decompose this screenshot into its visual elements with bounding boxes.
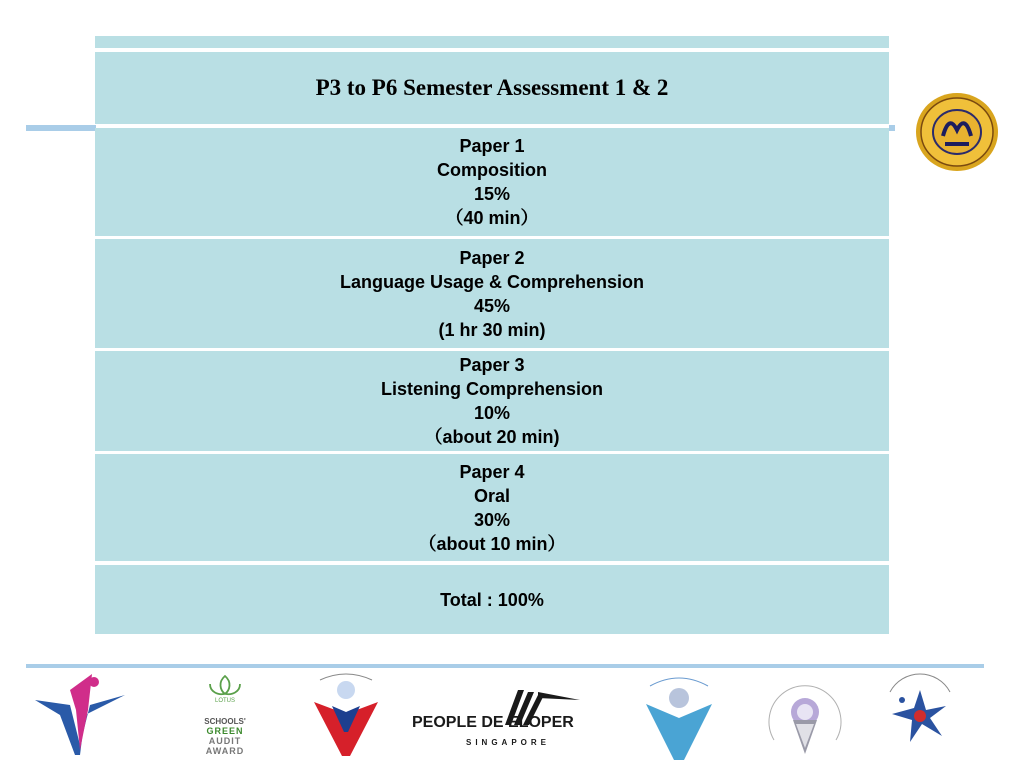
people-developer-subtitle: SINGAPORE bbox=[466, 738, 551, 747]
table-header-strip bbox=[95, 36, 889, 48]
award-line: SCHOOLS' bbox=[204, 717, 246, 726]
paper-row-2 bbox=[95, 239, 889, 348]
paper-subject: Composition bbox=[437, 160, 547, 180]
paper-duration: （40 min） bbox=[445, 208, 539, 228]
award-line: AUDIT bbox=[208, 736, 242, 746]
kid-figure-logo-icon bbox=[30, 670, 130, 760]
paper-name: Paper 4 bbox=[459, 461, 525, 482]
award-line: GREEN bbox=[206, 726, 244, 736]
decorative-rule-right bbox=[889, 125, 895, 131]
footer-rule bbox=[26, 664, 984, 668]
school-crest-icon bbox=[915, 92, 999, 172]
paper-subject: Oral bbox=[473, 485, 511, 506]
paper-duration: （about 10 min） bbox=[418, 533, 566, 554]
paper-weight: 45% bbox=[473, 295, 511, 316]
paper-name: Paper 1 bbox=[459, 136, 525, 156]
paper-name: Paper 3 bbox=[459, 355, 525, 375]
paper-duration: (1 hr 30 min) bbox=[438, 319, 546, 340]
paper-subject: Language Usage & Comprehension bbox=[339, 271, 645, 292]
excellence-award-logo-icon bbox=[880, 670, 960, 760]
people-developer-logo bbox=[410, 670, 610, 750]
green-audit-award-logo bbox=[190, 670, 260, 762]
paper-subject: Listening Comprehension bbox=[380, 379, 603, 399]
decorative-rule-left bbox=[26, 125, 96, 131]
people-developer-text: PEOPLE DE ELOPER bbox=[412, 714, 574, 731]
total-label: Total : 100% bbox=[440, 589, 544, 610]
health-promoting-logo-icon bbox=[310, 670, 382, 760]
total-row bbox=[95, 565, 889, 634]
paper-row-4 bbox=[95, 454, 889, 561]
page-title: P3 to P6 Semester Assessment 1 & 2 bbox=[315, 75, 669, 100]
paper-duration: （about 20 min) bbox=[424, 427, 560, 447]
award-line: LOTUS bbox=[214, 698, 236, 704]
award-line: AWARD bbox=[205, 746, 245, 756]
title-row bbox=[95, 52, 889, 124]
paper-name: Paper 2 bbox=[459, 247, 525, 268]
character-development-logo-icon bbox=[640, 670, 718, 762]
paper-weight: 30% bbox=[473, 509, 511, 530]
paper-row-3 bbox=[95, 351, 889, 451]
paper-weight: 10% bbox=[473, 403, 511, 423]
paper-row-1 bbox=[95, 128, 889, 236]
sustained-achievement-award-logo bbox=[762, 670, 848, 762]
paper-weight: 15% bbox=[473, 184, 511, 204]
assessment-table bbox=[95, 36, 889, 634]
